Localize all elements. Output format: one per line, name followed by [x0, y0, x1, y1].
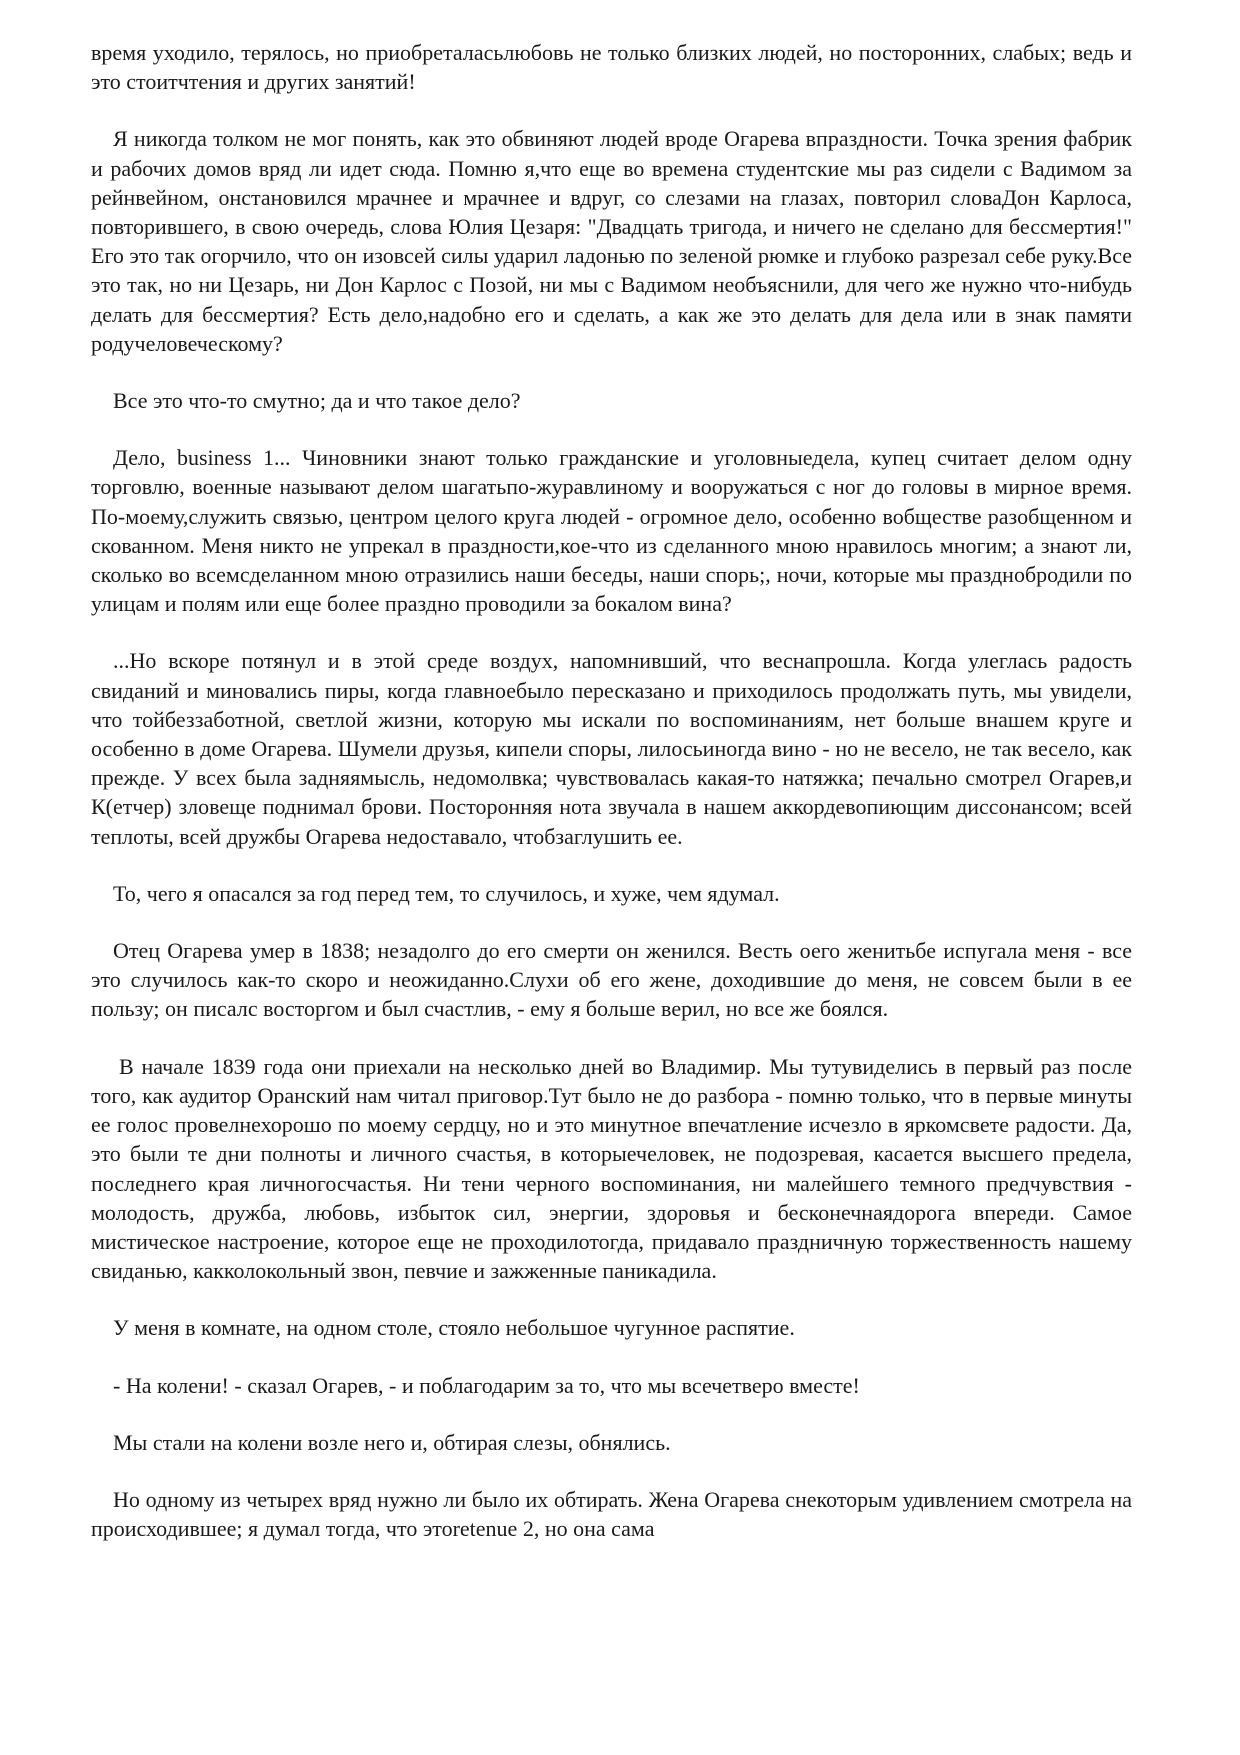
- paragraph-5: ...Но вскоре потянул и в этой среде воздух, напомнивший, что веснапрошла. Когда улеглась радость свиданий и миновались пиры, когда главноебыло пересказано и приходилось продолжать путь, мы увидели, что тойбеззаботной, светлой жизни, которую мы искали по воспоминаниям, нет больше внашем круге и особенно в доме Огарева. Шумели друзья, кипели споры, лилосьиногда вино - но не весело, не так весело, как прежде. У всех была задняямысль, недомолвка; чувствовалась какая-то натяжка; печально смотрел Огарев,и К(етчер) зловеще поднимал брови. Посторонняя нота звучала в нашем аккордевопиющим диссонансом; всей теплоты, всей дружбы Огарева недоставало, чтобзаглушить ее.: [91, 648, 1132, 849]
- paragraph-10: - На колени! - сказал Огарев, - и поблагодарим за то, что мы всечетверо вместе!: [113, 1372, 860, 1398]
- paragraph-8: В начале 1839 года они приехали на несколько дней во Владимир. Мы тутувиделись в первый раз после того, как аудитор Оранский нам читал приговор.Тут было не до разбора - помню только, что в первые минуты ее голос провелнехорошо по моему сердцу, но и это минутное впечатление исчезло в яркомсвете радости. Да, это были те дни полноты и личного счастья, в которыечеловек, не подозревая, касается высшего предела, последнего края личногосчастья. Ни тени черного воспоминания, ни малейшего темного предчувствия - молодость, дружба, любовь, избыток сил, энергии, здоровья и бесконечнаядорога впереди. Самое мистическое настроение, которое еще не проходилотогда, придавало праздничную торжественность нашему свиданью, какколокольный звон, певчие и зажженные паникадила.: [91, 1053, 1132, 1284]
- paragraph-1: время уходило, терялось, но приобреталасьлюбовь не только близких людей, но посторонних, слабых; ведь и это стоитчтения и других занятий!: [91, 40, 1132, 95]
- paragraph-12: Но одному из четырех вряд нужно ли было их обтирать. Жена Огарева снекоторым удивлением смотрела на происходившее; я думал тогда, что этоretenue 2, но она сама: [91, 1486, 1132, 1542]
- paragraph-11: Мы стали на колени возле него и, обтирая слезы, обнялись.: [113, 1429, 671, 1455]
- paragraph-4: Дело, business 1... Чиновники знают только гражданские и уголовныедела, купец считает делом одну торговлю, военные называют делом шагатьпо-журавлиному и вооружаться с ног до головы в мирное время. По-моему,служить связью, центром целого круга людей - огромное дело, особенно вобществе разобщенном и скованном. Меня никто не упрекал в праздности,кое-что из сделанного мною нравилось многим; а знают ли, сколько во всемсделанном мною отразились наши беседы, наши спорь;, ночи, которые мы празднобродили по улицам и полям или еще более праздно проводили за бокалом вина?: [91, 445, 1132, 617]
- paragraph-6: То, чего я опасался за год перед тем, то случилось, и хуже, чем ядумал.: [113, 880, 780, 906]
- paragraph-9: У меня в комнате, на одном столе, стояло небольшое чугунное распятие.: [113, 1315, 795, 1341]
- paragraph-3: Все это что-то смутно; да и что такое дело?: [113, 388, 521, 414]
- paragraph-2: Я никогда толком не мог понять, как это обвиняют людей вроде Огарева впраздности. Точка зрения фабрик и рабочих домов вряд ли идет сюда. Помню я,что еще во времена студентские мы раз сидели с Вадимом за рейнвейном, онстановился мрачнее и мрачнее и вдруг, со слезами на глазах, повторил словаДон Карлоса, повторившего, в свою очередь, слова Юлия Цезаря: "Двадцать тригода, и ничего не сделано для бессмертия!" Его это так огорчило, что он изовсей силы ударил ладонью по зеленой рюмке и глубоко разрезал себе руку.Все это так, но ни Цезарь, ни Дон Карлос с Позой, ни мы с Вадимом необъяснили, для чего же нужно что-нибудь делать для бессмертия? Есть дело,надобно его и сделать, а как же это делать для дела или в знак памяти родучеловеческому?: [91, 126, 1132, 356]
- paragraph-7: Отец Огарева умер в 1838; незадолго до его смерти он женился. Весть оего женитьбе испугала меня - все это случилось как-то скоро и неожиданно.Слухи об его жене, доходившие до меня, не совсем были в ее пользу; он писалс восторгом и был счастлив, - ему я больше верил, но все же боялся.: [91, 938, 1132, 1022]
- document-page: [91, 38, 1132, 1543]
